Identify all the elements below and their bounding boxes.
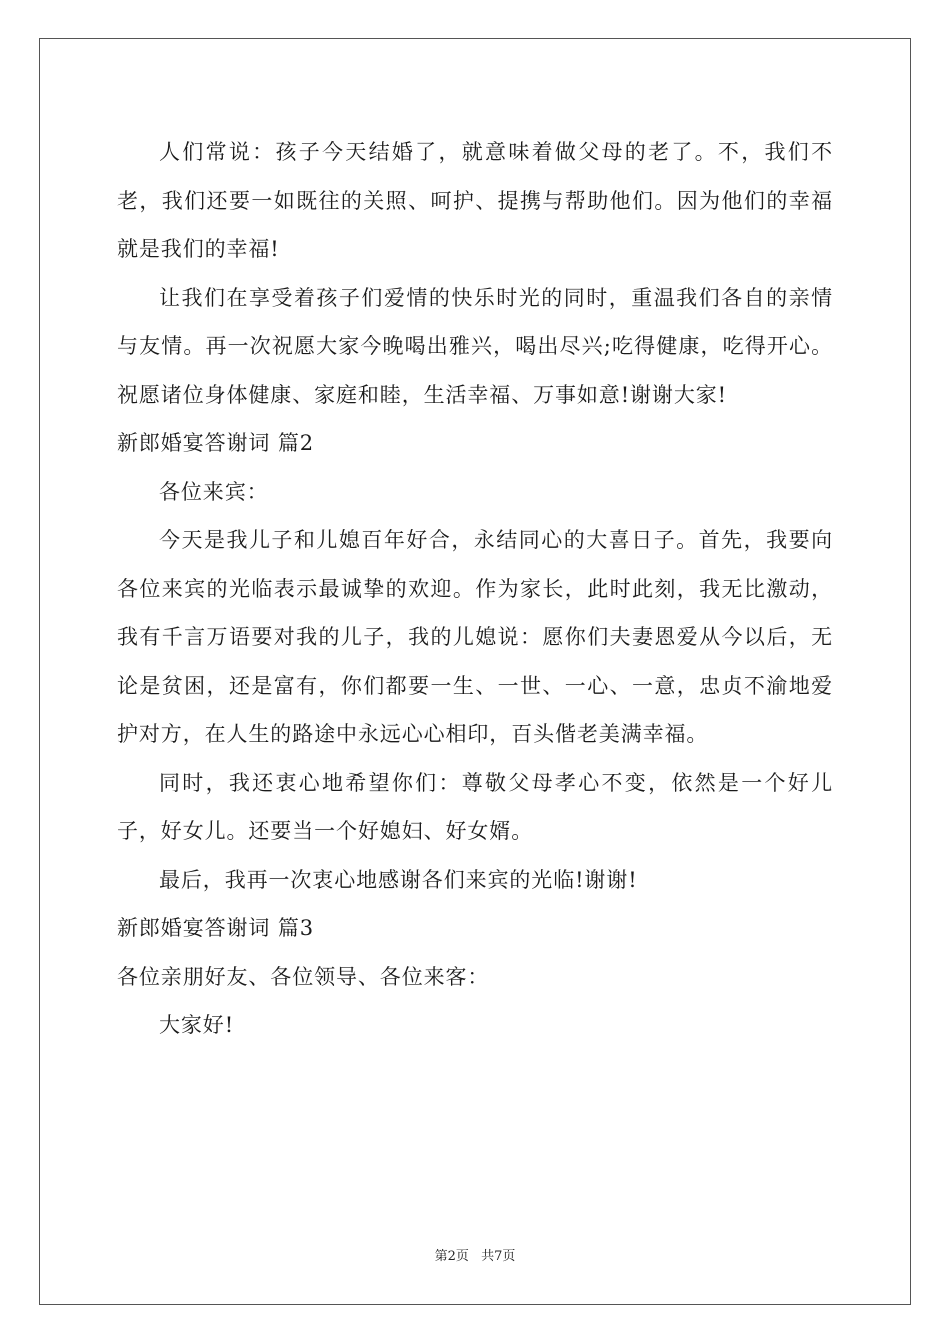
paragraph: 大家好! bbox=[159, 1013, 235, 1037]
page-number: 第2页 bbox=[434, 1249, 469, 1264]
paragraph: 同时，我还衷心地希望你们：尊敬父母孝心不变，依然是一个好儿子，好女儿。还要当一个好媳妇、好女婿。 bbox=[117, 770, 833, 843]
section-heading: 新郎婚宴答谢词 篇3 bbox=[117, 916, 315, 940]
paragraph: 最后，我再一次衷心地感谢各们来宾的光临!谢谢! bbox=[159, 867, 638, 892]
page-footer bbox=[0, 1245, 950, 1264]
document-body bbox=[117, 128, 833, 1050]
paragraph: 人们常说：孩子今天结婚了，就意味着做父母的老了。不，我们不老，我们还要一如既往的关照、呵护、提携与帮助他们。因为他们的幸福就是我们的幸福! bbox=[117, 140, 833, 261]
section-heading: 新郎婚宴答谢词 篇2 bbox=[117, 431, 315, 455]
total-pages: 共7页 bbox=[481, 1249, 516, 1264]
paragraph: 各位来宾： bbox=[159, 479, 269, 504]
salutation: 各位亲朋好友、各位领导、各位来客： bbox=[117, 964, 490, 989]
paragraph: 今天是我儿子和儿媳百年好合，永结同心的大喜日子。首先，我要向各位来宾的光临表示最诚挚的欢迎。作为家长，此时此刻，我无比激动，我有千言万语要对我的儿子，我的儿媳说：愿你们夫妻恩爱从今以后，无论是贫困，还是富有，你们都要一生、一世、一心、一意，忠贞不渝地爱护对方，在人生的路途中永远心心相印，百头偕老美满幸福。 bbox=[117, 528, 833, 746]
paragraph: 让我们在享受着孩子们爱情的快乐时光的同时，重温我们各自的亲情与友情。再一次祝愿大家今晚喝出雅兴，喝出尽兴;吃得健康，吃得开心。祝愿诸位身体健康、家庭和睦，生活幸福、万事如意!谢谢大家! bbox=[117, 285, 833, 407]
